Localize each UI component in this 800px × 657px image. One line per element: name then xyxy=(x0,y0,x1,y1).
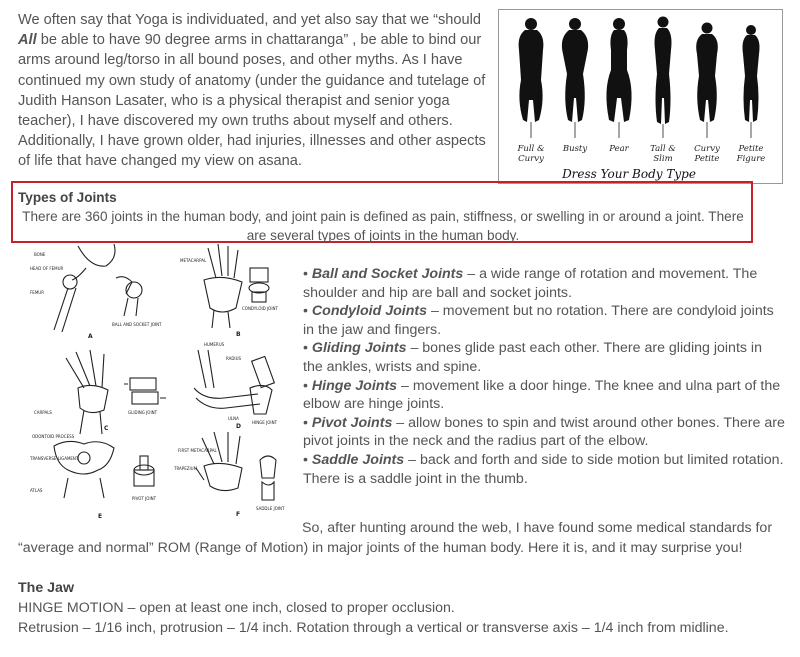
list-item: • Saddle Joints – back and forth and side to side motion but limited rotation. There is a saddle joint in the thumb. xyxy=(303,451,784,487)
joint-types-list xyxy=(303,265,785,488)
label-transverse-ligament: TRANSVERSE LIGAMENT xyxy=(30,456,79,461)
label-tall-slim-2: Slim xyxy=(653,154,673,164)
jaw-heading: The Jaw xyxy=(18,580,74,596)
list-item: • Gliding Joints – bones glide past each other. There are gliding joints in the ankles, wrists and spine. xyxy=(303,340,762,375)
joint-name-saddle: Saddle Joints xyxy=(311,451,405,468)
body-types-caption: Dress Your Body Type xyxy=(562,167,696,181)
list-item: • Condyloid Joints – movement but no rotation. There are condyloid joints in the jaw and fingers. xyxy=(303,303,774,338)
panel-label-c: C xyxy=(104,425,109,432)
label-curvy-petite-2: Petite xyxy=(694,154,720,164)
panel-label-b: B xyxy=(236,331,241,338)
intro-emphasis: All xyxy=(18,32,37,49)
label-radius: RADIUS xyxy=(226,356,242,361)
panel-a-hip-joint xyxy=(54,244,142,332)
label-curvy-petite-1: Curvy xyxy=(694,144,720,154)
label-saddle-joint: SADDLE JOINT xyxy=(256,506,285,511)
label-first-metacarpal: FIRST METACARPAL xyxy=(178,448,217,453)
joint-name-ball-socket: Ball and Socket Joints xyxy=(311,266,464,282)
joint-name-gliding: Gliding Joints xyxy=(311,340,407,357)
label-carpals: CARPALS xyxy=(34,410,52,415)
intro-text-2: be able to have 90 degree arms in chattaranga” , be able to bind our arms around leg/torso in all bound poses, and other myths. As I have continued my own study of anatomy (under the guidance and tutelage of Judith Hanson Lasater, who is a physical therapist and senior yoga teacher), I have discovered my own truths about myself and others. Additionally, I have grown older, had injuries, illnesses and other aspects of life that have changed my view on asana. xyxy=(18,32,486,170)
rom-line-1: So, after hunting around the web, I have found some medical standards for xyxy=(302,520,773,536)
label-busty: Busty xyxy=(562,144,588,154)
label-femur: FEMUR xyxy=(30,290,44,295)
silhouette-petite-figure xyxy=(743,25,760,122)
panel-label-d: D xyxy=(236,423,241,430)
panel-label-e: E xyxy=(98,513,103,520)
body-types-image xyxy=(498,9,783,184)
panel-c-wrist-gliding xyxy=(66,350,166,434)
label-tall-slim-1: Tall & xyxy=(650,144,676,154)
label-metacarpal: METACARPAL xyxy=(180,258,207,263)
silhouette-pear xyxy=(606,18,631,122)
types-of-joints-title: Types of Joints xyxy=(18,190,117,205)
label-humerus: HUMERUS xyxy=(204,342,225,347)
list-item: • Hinge Joints – movement like a door hinge. The knee and ulna part of the elbow are hinge joints. xyxy=(303,377,781,413)
panel-label-f: F xyxy=(236,511,241,518)
rom-line-2: “average and normal” ROM (Range of Motion) in major joints of the human body. Here it is, and it may surprise you! xyxy=(18,540,743,556)
list-item: • Ball and Socket Joints – a wide range of rotation and movement. The shoulder and hip are ball and socket joints. xyxy=(303,266,758,301)
panel-label-a: A xyxy=(88,333,93,340)
label-condyloid-joint: CONDYLOID JOINT xyxy=(242,306,278,311)
panel-e-neck-pivot xyxy=(54,441,154,498)
label-ball-socket-joint: BALL AND SOCKET JOINT xyxy=(112,322,162,327)
intro-paragraph xyxy=(18,10,488,172)
label-full-curvy-1: Full & xyxy=(517,144,545,154)
label-odontoid-process: ODONTOID PROCESS xyxy=(32,434,75,439)
label-bone: BONE xyxy=(34,252,46,257)
rom-paragraph xyxy=(18,518,788,558)
label-atlas: ATLAS xyxy=(30,488,43,493)
intro-text-1: We often say that Yoga is individuated, and yet also say that we “should xyxy=(18,12,481,28)
label-petite-figure-1: Petite xyxy=(738,144,764,154)
label-ulna: ULNA xyxy=(228,416,239,421)
silhouette-tall-slim xyxy=(655,17,672,125)
silhouette-curvy-petite xyxy=(696,23,718,123)
label-petite-figure-2: Figure xyxy=(736,154,766,164)
joint-types-diagram xyxy=(28,238,290,524)
joint-name-pivot: Pivot Joints xyxy=(311,414,393,431)
types-of-joints-text: There are 360 joints in the human body, and joint pain is defined as pain, stiffness, or swelling in or around a joint. There are several types of joints in the human body. xyxy=(22,209,744,243)
silhouette-full-curvy xyxy=(519,18,544,122)
silhouette-busty xyxy=(562,18,588,122)
jaw-line-1: HINGE MOTION – open at least one inch, closed to proper occlusion. xyxy=(18,600,455,616)
joint-name-hinge: Hinge Joints xyxy=(311,377,398,394)
label-head-of-femur: HEAD OF FEMUR xyxy=(30,266,64,271)
label-trapezium: TRAPEZIUM xyxy=(174,466,198,471)
list-item: • Pivot Joints – allow bones to spin and twist around other bones. There are pivot joints in the neck and the radius part of the elbow. xyxy=(303,414,785,450)
panel-b-hand-condyloid xyxy=(204,244,269,328)
label-hinge-joint: HINGE JOINT xyxy=(252,420,278,425)
label-gliding-joint: GLIDING JOINT xyxy=(128,410,158,415)
panel-f-thumb-saddle xyxy=(196,432,276,500)
label-full-curvy-2: Curvy xyxy=(518,154,544,164)
jaw-line-2: Retrusion – 1/16 inch, protrusion – 1/4 inch. Rotation through a vertical or transverse axis – 1/4 inch from midline. xyxy=(18,620,729,636)
label-pivot-joint: PIVOT JOINT xyxy=(132,496,157,501)
joint-name-condyloid: Condyloid Joints xyxy=(311,303,427,320)
label-pear: Pear xyxy=(609,144,629,154)
